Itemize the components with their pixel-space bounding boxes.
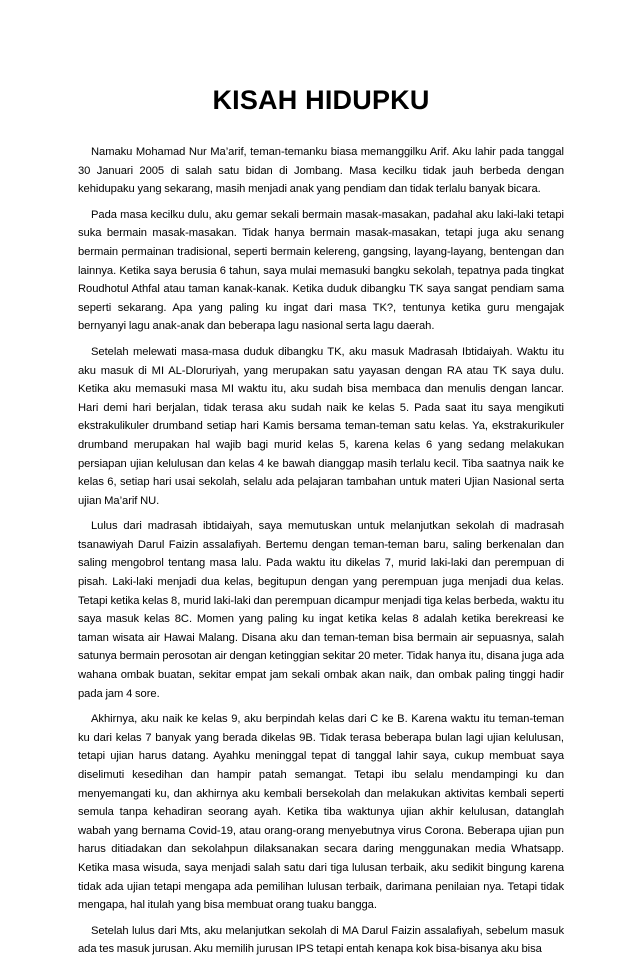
document-page <box>78 84 564 966</box>
paragraph-2: Pada masa kecilku dulu, aku gemar sekali bermain masak-masakan, padahal aku laki-laki tetapi suka bermain masak-masakan. Tidak hanya bermain masak-masakan, tetapi juga aku senang bermain permainan tradisional, seperti bermain kelereng, gangsing, layang-layang, bentengan dan lainnya. Ketika saya berusia 6 tahun, saya mulai memasuki bangku sekolah, tepatnya pada tingkat Roudhotul Athfal atau taman kanak-kanak. Ketika duduk dibangku TK saya sangat pendiam sama seperti sekarang. Apa yang paling ku ingat dari masa TK?, tentunya ketika guru mengajak bernyanyi lagu anak-anak dan beberapa lagu nasional serta lagu daerah. <box>78 208 564 333</box>
document-title: KISAH HIDUPKU <box>212 85 430 115</box>
paragraph-1: Namaku Mohamad Nur Ma’arif, teman-temanku biasa memanggilku Arif. Aku lahir pada tanggal 30 Januari 2005 di salah satu bidan di Jombang. Masa kecilku tidak jauh berbeda dengan kehidupaku yang sekarang, masih menjadi anak yang pendiam dan tidak terlalu banyak bicara. <box>78 146 564 196</box>
paragraph-6: Setelah lulus dari Mts, aku melanjutkan sekolah di MA Darul Faizin assalafiyah, sebelum masuk ada tes masuk jurusan. Aku memilih jurusan IPS tetapi entah kenapa kok bisa-bisanya aku bisa <box>78 924 564 956</box>
paragraph-3: Setelah melewati masa-masa duduk dibangku TK, aku masuk Madrasah Ibtidaiyah. Waktu itu aku masuk di MI AL-Dloruriyah, yang merupakan satu yayasan dengan RA atau TK saya dulu. Ketika aku memasuki masa MI waktu itu, aku sudah bisa membaca dan menulis dengan lancar. Hari demi hari berjalan, tidak terasa aku sudah naik ke kelas 5. Pada saat itu saya mengikuti ekstrakulikuler drumband setiap hari Kamis bersama teman-teman satu kelas. Ya, ekstrakurikuler drumband merupakan hal wajib bagi murid kelas 5, karena kelas 6 yang sedang melakukan persiapan ujian kelulusan dan kelas 4 ke bawah dianggap masih terlalu kecil. Tiba saatnya naik ke kelas 6, setiap hari usai sekolah, selalu ada pelajaran tambahan untuk materi Ujian Nasional serta ujian Ma’arif NU. <box>78 345 564 507</box>
paragraph-5: Akhirnya, aku naik ke kelas 9, aku berpindah kelas dari C ke B. Karena waktu itu teman-teman ku dari kelas 7 banyak yang berada dikelas 9B. Tidak terasa beberapa bulan lagi ujian kelulusan, tetapi ujian harus datang. Ayahku meninggal tepat di tanggal lahir saya, cukup membuat saya diselimuti kesedihan dan hampir patah semangat. Tetapi ibu selalu mendampingi ku dan menyemangati ku, dan akhirnya aku kembali bersekolah dan melakukan aktivitas kembali seperti semula tanpa kehadiran seorang ayah. Ketika tiba waktunya ujian akhir kelulusan, datanglah wabah yang bernama Covid-19, atau orang-orang menyebutnya virus Corona. Beberapa ujian pun harus ditiadakan dan sekolahpun dilaksanakan secara daring menggunakan media Whatsapp. Ketika masa wisuda, saya menjadi salah satu dari tiga lulusan terbaik, aku sedikit bingung karena tidak ada ujian tetapi mengapa ada pemilihan lulusan terbaik, darimana penilaian nya. Tetapi tidak mengapa, hal itulah yang bisa membuat orang tuaku bangga. <box>78 713 564 912</box>
paragraph-4: Lulus dari madrasah ibtidaiyah, saya memutuskan untuk melanjutkan sekolah di madrasah tsanawiyah Darul Faizin assalafiyah. Bertemu dengan teman-teman baru, saling berkenalan dan saling mengobrol tentang masa lalu. Pada waktu itu dikelas 7, murid laki-laki dan perempuan di pisah. Laki-laki menjadi dua kelas, begitupun dengan yang perempuan juga menjadi dua kelas. Tetapi ketika kelas 8, murid laki-laki dan perempuan dicampur menjadi tiga kelas berbeda, waktu itu saya masuk kelas 8C. Momen yang paling ku ingat ketika kelas 8 adalah ketika berekreasi ke taman wisata air Hawai Malang. Disana aku dan teman-teman bisa bermain air sepuasnya, salah satunya bermain perosotan air dengan ketinggian sekitar 20 meter. Tidak hanya itu, disana juga ada wahana ombak buatan, sekitar empat jam sekali ombak akan naik, dan ombak paling tinggi hadir pada jam 4 sore. <box>78 520 564 700</box>
